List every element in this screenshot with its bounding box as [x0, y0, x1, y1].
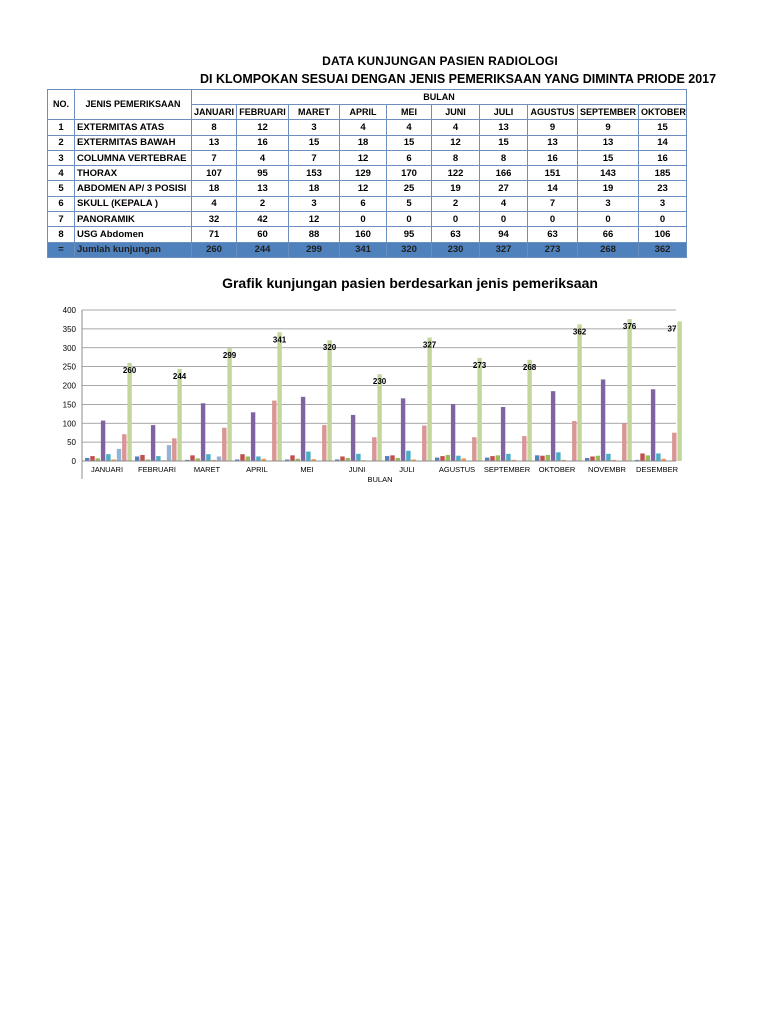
- table-cell: 143: [578, 166, 639, 181]
- bar: [427, 338, 431, 461]
- bar: [190, 455, 194, 461]
- bar: [372, 437, 376, 461]
- table-cell: 6: [387, 150, 432, 165]
- bar: [651, 389, 655, 461]
- table-cell: 66: [578, 227, 639, 242]
- bar: [122, 434, 126, 461]
- table-cell: 0: [528, 212, 578, 227]
- y-tick-label: 150: [62, 400, 76, 410]
- bar: [356, 454, 360, 461]
- month-header: APRIL: [340, 105, 387, 120]
- header-no: NO.: [48, 90, 75, 120]
- month-header: FEBRUARI: [237, 105, 289, 120]
- table-cell: 15: [639, 120, 687, 135]
- table-cell: 0: [387, 212, 432, 227]
- table-cell: 362: [639, 242, 687, 257]
- table-cell: 15: [289, 135, 340, 150]
- bar: [656, 453, 660, 461]
- bar: [622, 423, 626, 461]
- x-tick-label: JUNI: [348, 465, 366, 474]
- table-cell: 16: [528, 150, 578, 165]
- data-label: 273: [472, 360, 487, 370]
- table-cell: 2: [432, 196, 480, 211]
- x-tick-label: APRIL: [246, 465, 268, 474]
- data-label: 320: [322, 343, 337, 353]
- x-axis-label: BULAN: [367, 475, 393, 484]
- data-label: 376: [622, 322, 637, 332]
- row-number: 4: [48, 166, 75, 181]
- row-name: SKULL (KEPALA ): [75, 196, 192, 211]
- bar: [177, 369, 181, 461]
- table-cell: 320: [387, 242, 432, 257]
- bar: [206, 454, 210, 461]
- table-cell: 95: [237, 166, 289, 181]
- data-label: 268: [522, 362, 537, 372]
- bar: [446, 455, 450, 461]
- table-cell: 15: [387, 135, 432, 150]
- data-label: 230: [372, 377, 387, 387]
- data-label: 327: [422, 340, 437, 350]
- table-cell: 0: [480, 212, 528, 227]
- table-cell: 0: [340, 212, 387, 227]
- table-cell: 185: [639, 166, 687, 181]
- bar: [390, 455, 394, 461]
- bar: [201, 403, 205, 461]
- header-jenis: JENIS PEMERIKSAAN: [75, 90, 192, 120]
- bar: [377, 374, 381, 461]
- y-tick-label: 50: [67, 438, 76, 448]
- x-tick-label: DESEMBER: [635, 465, 679, 474]
- table-row: [48, 150, 687, 165]
- table-cell: 244: [237, 242, 289, 257]
- table-cell: 63: [432, 227, 480, 242]
- x-tick-label: MARET: [193, 465, 221, 474]
- row-number: 6: [48, 196, 75, 211]
- bar: [290, 455, 294, 461]
- table-cell: 7: [528, 196, 578, 211]
- table-cell: 13: [237, 181, 289, 196]
- row-name: ABDOMEN AP/ 3 POSISI: [75, 181, 192, 196]
- month-header: JULI: [480, 105, 528, 120]
- data-label: 37: [667, 324, 677, 334]
- table-cell: 4: [480, 196, 528, 211]
- data-label: 244: [172, 371, 187, 381]
- table-row: [48, 120, 687, 135]
- chart-title: Grafik kunjungan pasien berdesarkan jenis pemeriksaan: [222, 275, 598, 291]
- bar: [496, 455, 500, 461]
- bar: [640, 453, 644, 461]
- month-header: MEI: [387, 105, 432, 120]
- bar: [401, 398, 405, 461]
- y-tick-label: 250: [62, 362, 76, 372]
- table-cell: 32: [192, 212, 237, 227]
- data-label: 362: [572, 327, 587, 337]
- bar: [301, 397, 305, 461]
- row-number: =: [48, 242, 75, 257]
- bar: [477, 358, 481, 461]
- table-cell: 19: [432, 181, 480, 196]
- table-cell: 2: [237, 196, 289, 211]
- month-header: AGUSTUS: [528, 105, 578, 120]
- table-cell: 268: [578, 242, 639, 257]
- month-header: JANUARI: [192, 105, 237, 120]
- table-cell: 23: [639, 181, 687, 196]
- bar: [522, 436, 526, 461]
- y-tick-label: 300: [62, 343, 76, 353]
- table-row: [48, 135, 687, 150]
- table-cell: 9: [578, 120, 639, 135]
- bar: [596, 456, 600, 461]
- bar: [572, 421, 576, 461]
- bar: [90, 456, 94, 461]
- bar: [172, 438, 176, 461]
- row-number: 3: [48, 150, 75, 165]
- table-cell: 160: [340, 227, 387, 242]
- table-body: [48, 120, 687, 258]
- table-cell: 16: [237, 135, 289, 150]
- table-cell: 107: [192, 166, 237, 181]
- data-label: 260: [122, 365, 137, 375]
- bar: [135, 456, 139, 461]
- table-cell: 327: [480, 242, 528, 257]
- bar: [306, 452, 310, 461]
- table-cell: 341: [340, 242, 387, 257]
- table-cell: 230: [432, 242, 480, 257]
- bar: [535, 455, 539, 461]
- table-cell: 0: [639, 212, 687, 227]
- bar: [256, 456, 260, 461]
- table-cell: 5: [387, 196, 432, 211]
- table-cell: 14: [528, 181, 578, 196]
- bar: [506, 454, 510, 461]
- table-cell: 13: [528, 135, 578, 150]
- table-cell: 166: [480, 166, 528, 181]
- table-cell: 170: [387, 166, 432, 181]
- bar: [501, 407, 505, 461]
- bar: [151, 425, 155, 461]
- table-cell: 299: [289, 242, 340, 257]
- table-cell: 8: [480, 150, 528, 165]
- bar: [246, 456, 250, 461]
- table-cell: 15: [480, 135, 528, 150]
- bar: [551, 391, 555, 461]
- table-cell: 4: [432, 120, 480, 135]
- bar: [322, 425, 326, 461]
- bar: [277, 332, 281, 461]
- x-tick-label: JULI: [399, 465, 415, 474]
- bar: [106, 454, 110, 461]
- table-cell: 63: [528, 227, 578, 242]
- month-header: SEPTEMBER: [578, 105, 639, 120]
- row-number: 1: [48, 120, 75, 135]
- table-cell: 6: [340, 196, 387, 211]
- row-name: COLUMNA VERTEBRAE: [75, 150, 192, 165]
- row-number: 5: [48, 181, 75, 196]
- month-header: OKTOBER: [639, 105, 687, 120]
- bar: [385, 456, 389, 461]
- bar: [227, 348, 231, 461]
- table-cell: 13: [192, 135, 237, 150]
- bar: [340, 456, 344, 461]
- table-row: [48, 196, 687, 211]
- x-tick-label: FEBRUARI: [138, 465, 176, 474]
- table-cell: 4: [387, 120, 432, 135]
- table-cell: 106: [639, 227, 687, 242]
- table-cell: 19: [578, 181, 639, 196]
- bar: [117, 449, 121, 461]
- y-tick-label: 350: [62, 324, 76, 334]
- bar: [240, 454, 244, 461]
- table-cell: 18: [289, 181, 340, 196]
- table-cell: 12: [340, 150, 387, 165]
- table-cell: 8: [192, 120, 237, 135]
- row-name: USG Abdomen: [75, 227, 192, 242]
- table-cell: 151: [528, 166, 578, 181]
- bar: [472, 437, 476, 461]
- total-row: [48, 242, 687, 257]
- bar: [527, 360, 531, 461]
- table-cell: 15: [578, 150, 639, 165]
- x-tick-label: OKTOBER: [538, 465, 576, 474]
- table-row: [48, 212, 687, 227]
- bar: [435, 458, 439, 461]
- table-cell: 4: [340, 120, 387, 135]
- table-cell: 122: [432, 166, 480, 181]
- bar: [327, 340, 331, 461]
- row-name: Jumlah kunjungan: [75, 242, 192, 257]
- table-cell: 7: [289, 150, 340, 165]
- table-row: [48, 166, 687, 181]
- bar: [490, 456, 494, 461]
- bar: [627, 319, 631, 461]
- table-cell: 88: [289, 227, 340, 242]
- table-cell: 12: [237, 120, 289, 135]
- table-cell: 3: [578, 196, 639, 211]
- month-header: JUNI: [432, 105, 480, 120]
- table-cell: 14: [639, 135, 687, 150]
- table-cell: 260: [192, 242, 237, 257]
- x-tick-label: MEI: [300, 465, 314, 474]
- table-cell: 13: [578, 135, 639, 150]
- table-row: [48, 227, 687, 242]
- table-cell: 0: [578, 212, 639, 227]
- table-cell: 95: [387, 227, 432, 242]
- table-cell: 4: [237, 150, 289, 165]
- bar: [540, 456, 544, 461]
- table-cell: 12: [340, 181, 387, 196]
- table-cell: 3: [289, 196, 340, 211]
- table-cell: 3: [639, 196, 687, 211]
- bar: [485, 458, 489, 461]
- table-cell: 25: [387, 181, 432, 196]
- bar-chart: [0, 298, 768, 498]
- x-tick-label: NOVEMBR: [588, 465, 626, 474]
- bar: [577, 324, 581, 461]
- bar: [456, 456, 460, 461]
- table-cell: 27: [480, 181, 528, 196]
- table-cell: 18: [192, 181, 237, 196]
- table-cell: 18: [340, 135, 387, 150]
- bar: [272, 401, 276, 461]
- row-number: 7: [48, 212, 75, 227]
- data-label: 299: [222, 351, 237, 361]
- data-table: [47, 89, 687, 258]
- row-name: THORAX: [75, 166, 192, 181]
- bar: [556, 452, 560, 461]
- table-cell: 7: [192, 150, 237, 165]
- bar: [646, 455, 650, 461]
- table-cell: 153: [289, 166, 340, 181]
- y-tick-label: 0: [71, 457, 76, 466]
- bar: [601, 379, 605, 461]
- row-number: 8: [48, 227, 75, 242]
- bar: [156, 456, 160, 461]
- y-tick-label: 200: [62, 381, 76, 391]
- bar: [451, 404, 455, 461]
- bar: [590, 456, 594, 461]
- table-cell: 9: [528, 120, 578, 135]
- table-cell: 4: [192, 196, 237, 211]
- y-tick-label: 400: [62, 306, 76, 315]
- table-subtitle: DI KLOMPOKAN SESUAI DENGAN JENIS PEMERIKSAAN YANG DIMINTA PRIODE 2017: [200, 72, 717, 86]
- table-cell: 12: [289, 212, 340, 227]
- x-tick-label: SEPTEMBER: [483, 465, 531, 474]
- bar: [440, 456, 444, 461]
- bar: [101, 421, 105, 461]
- bar: [140, 455, 144, 461]
- table-cell: 94: [480, 227, 528, 242]
- table-cell: 8: [432, 150, 480, 165]
- table-cell: 60: [237, 227, 289, 242]
- table-row: [48, 181, 687, 196]
- y-tick-label: 100: [62, 419, 76, 429]
- bar: [422, 426, 426, 461]
- bar: [546, 455, 550, 461]
- bar: [672, 433, 676, 461]
- bar: [677, 321, 681, 461]
- bar: [127, 363, 131, 461]
- bar: [251, 412, 255, 461]
- data-label: 341: [272, 335, 287, 345]
- bar: [222, 428, 226, 461]
- bar: [217, 456, 221, 461]
- row-name: PANORAMIK: [75, 212, 192, 227]
- row-name: EXTERMITAS ATAS: [75, 120, 192, 135]
- bar: [167, 445, 171, 461]
- table-cell: 273: [528, 242, 578, 257]
- table-cell: 13: [480, 120, 528, 135]
- month-header: MARET: [289, 105, 340, 120]
- bar: [406, 451, 410, 461]
- table-cell: 16: [639, 150, 687, 165]
- bar: [351, 415, 355, 461]
- row-name: EXTERMITAS BAWAH: [75, 135, 192, 150]
- table-cell: 129: [340, 166, 387, 181]
- x-tick-label: JANUARI: [90, 465, 124, 474]
- table-cell: 0: [432, 212, 480, 227]
- table-cell: 12: [432, 135, 480, 150]
- table-cell: 42: [237, 212, 289, 227]
- x-tick-label: AGUSTUS: [438, 465, 476, 474]
- header-bulan: BULAN: [192, 90, 687, 105]
- row-number: 2: [48, 135, 75, 150]
- table-cell: 71: [192, 227, 237, 242]
- bar: [606, 454, 610, 461]
- table-cell: 3: [289, 120, 340, 135]
- table-title: DATA KUNJUNGAN PASIEN RADIOLOGI: [322, 54, 558, 68]
